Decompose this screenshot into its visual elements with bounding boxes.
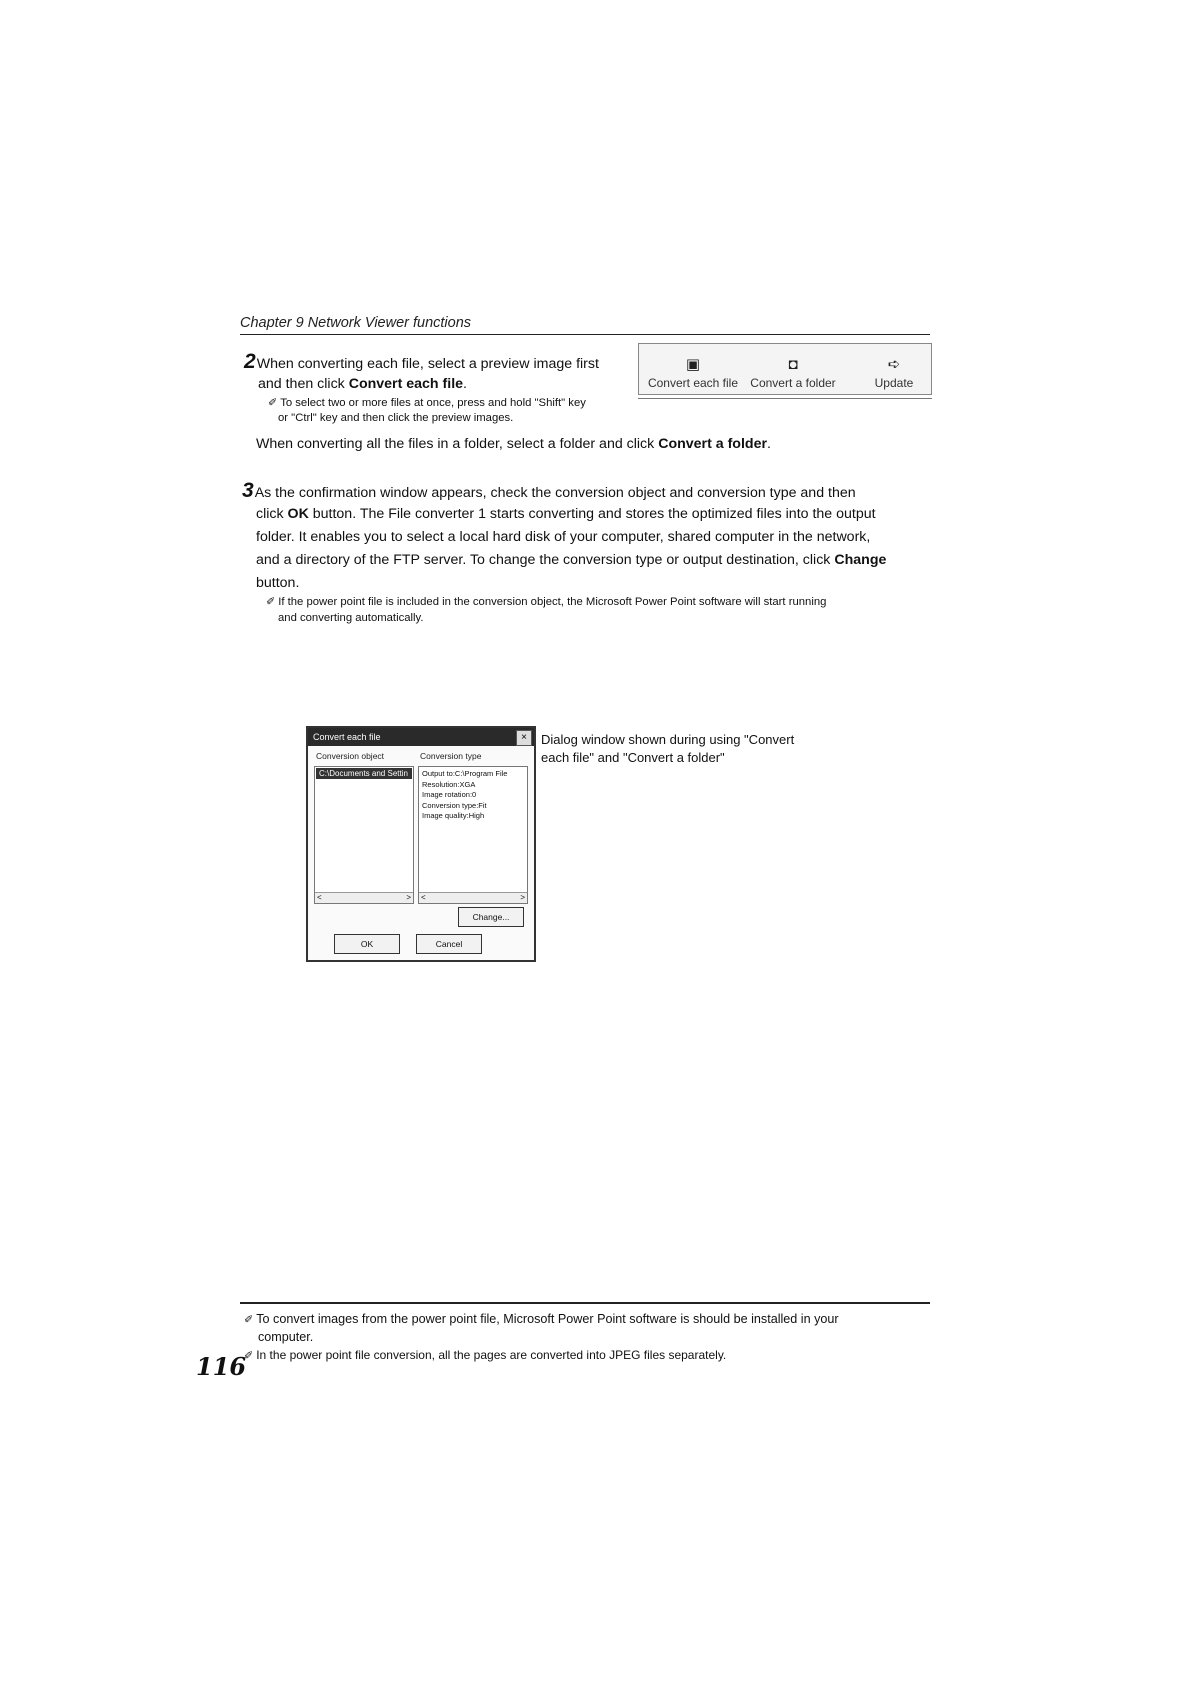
scroll-right-icon[interactable]: > [520,893,525,902]
step-number: 2 [244,350,256,373]
scroll-left-icon[interactable]: < [317,893,322,902]
ok-button[interactable]: OK [334,934,400,954]
list-item[interactable]: C:\Documents and Settin [316,768,412,779]
step3-line1: 3As the confirmation window appears, check the conversion object and conversion type and then [242,479,856,502]
convert-each-file-button[interactable]: ▣ Convert each file [647,356,739,390]
update-arrow-icon: ➪ [887,356,901,373]
step2-folder-line: When converting all the files in a folder, select a folder and click Convert a folder. [256,436,771,452]
step2-line2: and then click Convert each file. [258,376,467,392]
pencil-note-icon: ✐ [266,596,276,608]
cancel-button[interactable]: Cancel [416,934,482,954]
pencil-note-icon: ✐ [268,397,278,409]
conversion-type-list [418,766,528,904]
footer-note1-cont: computer. [258,1330,314,1344]
step3-line3: folder. It enables you to select a local hard disk of your computer, shared computer in the network, [256,529,871,545]
scroll-left-icon[interactable]: < [421,893,426,902]
toolbar-screenshot [638,343,932,395]
step3-line2: click OK button. The File converter 1 starts converting and stores the optimized files into the output [256,506,876,522]
horizontal-scrollbar[interactable] [315,892,413,903]
list-item: Image quality:High [422,811,485,820]
list-item: Image rotation:0 [422,790,477,799]
dialog-caption: Dialog window shown during using "Convert each file" and "Convert a folder" [541,732,795,765]
step-number: 3 [242,479,254,502]
conversion-type-header: Conversion type [420,751,482,761]
conversion-object-list[interactable] [314,766,414,904]
close-icon[interactable]: × [516,730,532,746]
footer-divider [240,1302,930,1304]
update-button[interactable]: ➪ Update [874,356,914,390]
page-number: 116 [196,1352,247,1381]
convert-folder-icon: ◘ [788,356,798,373]
step2-line1: 2When converting each file, select a preview image first [244,350,599,373]
pencil-note-icon: ✐ [244,1350,254,1362]
convert-a-folder-button[interactable]: ◘ Convert a folder [750,356,836,390]
footer-note2: ✐ In the power point file conversion, all the pages are converted into JPEG files separately. [244,1348,727,1362]
pencil-note-icon: ✐ [244,1314,254,1326]
footer-note1: ✐ To convert images from the power point file, Microsoft Power Point software is should be installed in your [244,1312,839,1326]
change-button[interactable]: Change... [458,907,524,927]
toolbar-divider [638,398,932,399]
step3-note: ✐ If the power point file is included in the conversion object, the Microsoft Power Point software will start running [266,596,827,608]
list-item: Output to:C:\Program File [422,769,508,778]
list-item: Conversion type:Fit [422,800,487,810]
step2-note: ✐ To select two or more files at once, press and hold "Shift" key [268,397,586,409]
conversion-object-header: Conversion object [316,751,385,761]
dialog-title: Convert each file [308,728,534,746]
list-item: Resolution:XGA [422,779,476,789]
step2-note-cont: or "Ctrl" key and then click the preview images. [278,412,514,424]
horizontal-scrollbar[interactable] [419,892,527,903]
chapter-header: Chapter 9 Network Viewer functions [240,315,930,335]
step3-note-cont: and converting automatically. [278,612,424,624]
step3-line4: and a directory of the FTP server. To change the conversion type or output destination, click Change [256,552,887,568]
convert-each-file-dialog [306,726,536,962]
step3-line5: button. [256,575,300,591]
convert-file-icon: ▣ [685,356,701,373]
scroll-right-icon[interactable]: > [406,893,411,902]
